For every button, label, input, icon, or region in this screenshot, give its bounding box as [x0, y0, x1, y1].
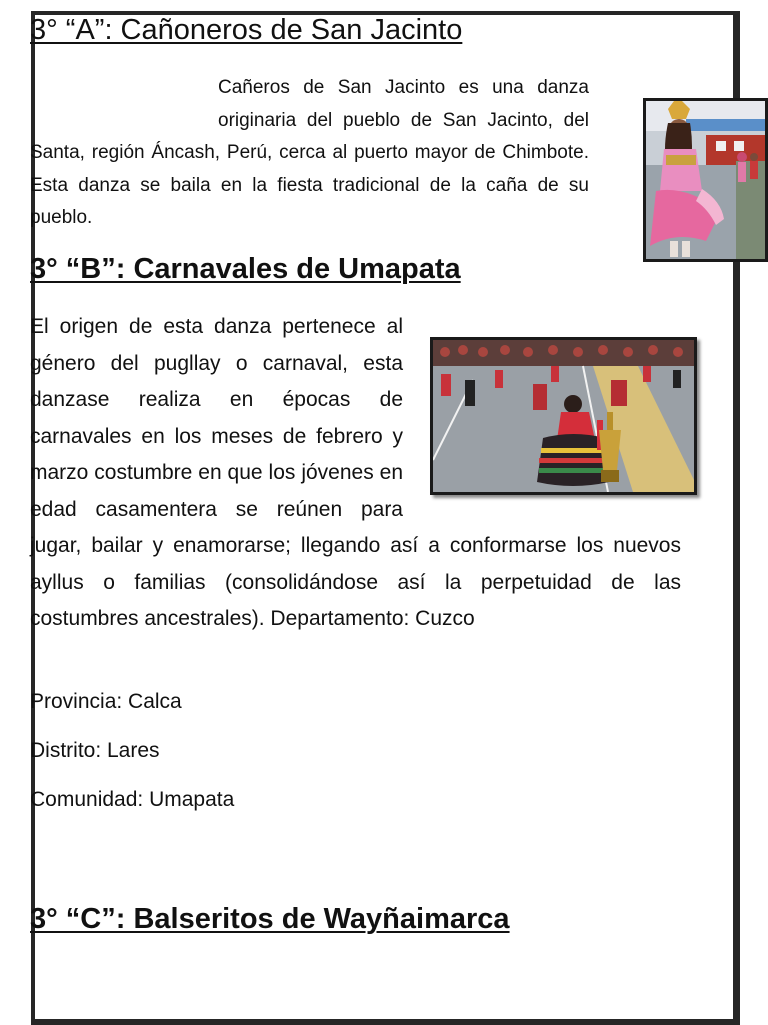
community-line: Comunidad: Umapata	[30, 788, 235, 811]
heading-section-b: 3° “B”: Carnavales de Umapata	[30, 253, 461, 285]
heading-section-c: 3° “C”: Balseritos de Wayñaimarca	[30, 903, 510, 935]
paragraph-section-a-text: Cañeros de San Jacinto es una danza originaria del pueblo de San Jacinto, del Santa, región Áncash, Perú, cerca al puerto mayor de Chimbote. Esta danza se baila en la fiesta tradicional de la caña de su pueblo.	[30, 77, 589, 228]
heading-section-a: 3° “A”: Cañoneros de San Jacinto	[30, 14, 463, 46]
photo-carnaval-dancers	[430, 337, 697, 495]
district-line: Distrito: Lares	[30, 739, 160, 762]
paragraph-section-b-text: El origen de esta danza pertenece al género del pugllay o carnaval, esta danzase realiza en épocas de carnavales en los meses de febrero y marzo costumbre en que los jóvenes en edad casamentera se reúnen para jugar, bailar y enamorarse; llegando así a conformarse los nuevos ayllus o familias (consolidándose así la perpetuidad de las costumbres ancestrales). Departamento: Cuzco	[30, 315, 681, 630]
paragraph-section-a	[30, 72, 589, 235]
photo-san-jacinto-dancer	[643, 98, 768, 262]
province-line: Provincia: Calca	[30, 690, 182, 713]
